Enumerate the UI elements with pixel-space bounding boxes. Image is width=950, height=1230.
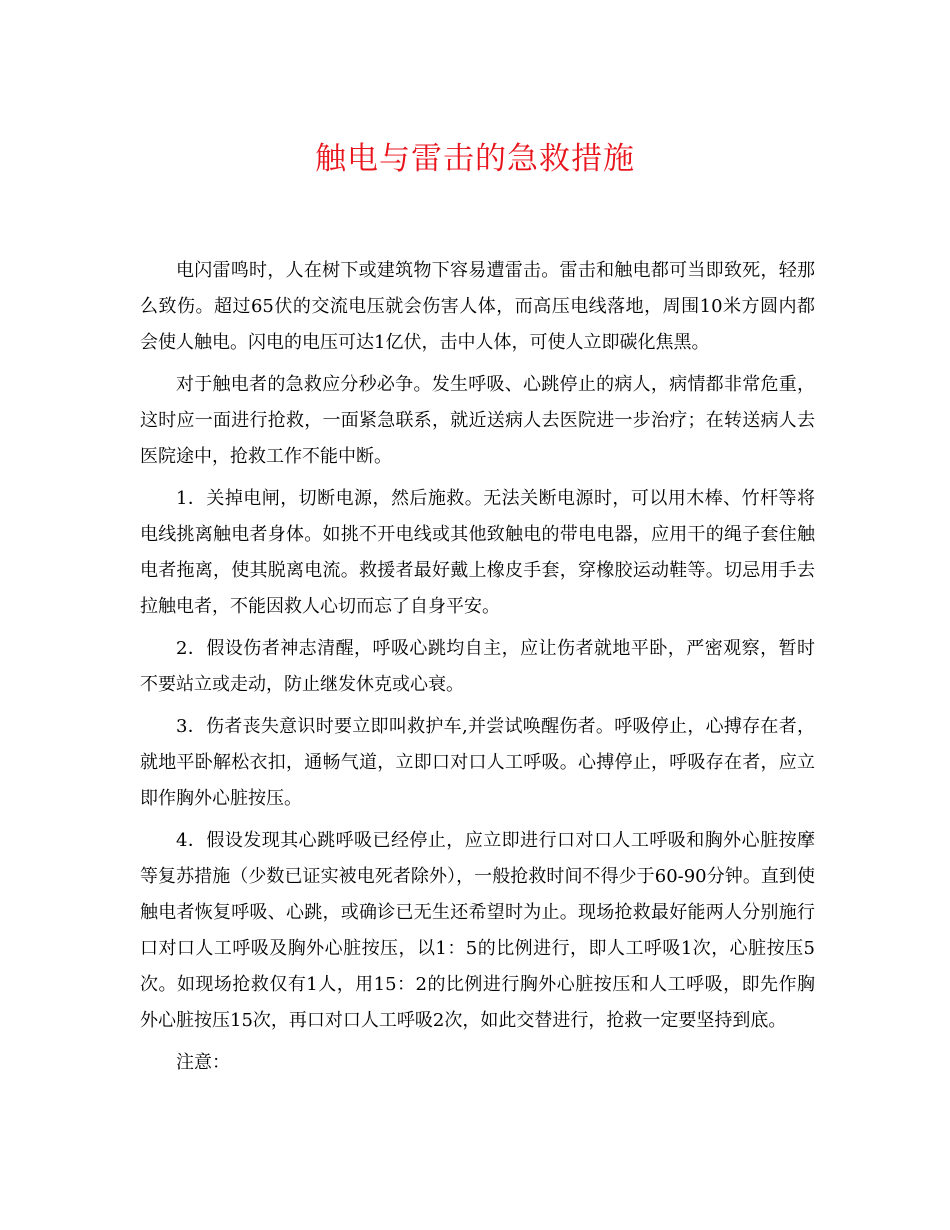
- document-body: [140, 253, 815, 1087]
- paragraph-step-3: 3．伤者丧失意识时要立即叫救护车,并尝试唤醒伤者。呼吸停止，心搏存在者，就地平卧解松衣扣，通畅气道，立即口对口人工呼吸。心搏停止，呼吸存在者，应立即作胸外心脏按压。: [140, 716, 815, 809]
- paragraph-note-heading: 注意：: [176, 1052, 230, 1073]
- paragraph-intro: 电闪雷鸣时，人在树下或建筑物下容易遭雷击。雷击和触电都可当即致死，轻那么致伤。超过65伏的交流电压就会伤害人体，而高压电线落地，周围10米方圆内都会使人触电。闪电的电压可达1亿伏，击中人体，可使人立即碳化焦黑。: [140, 260, 815, 353]
- paragraph-urgency: 对于触电者的急救应分秒必争。发生呼吸、心跳停止的病人，病情都非常危重，这时应一面进行抢救，一面紧急联系，就近送病人去医院进一步治疗；在转送病人去医院途中，抢救工作不能中断。: [140, 374, 815, 467]
- paragraph-step-1: 1．关掉电闸，切断电源，然后施救。无法关断电源时，可以用木棒、竹杆等将电线挑离触电者身体。如挑不开电线或其他致触电的带电电器，应用干的绳子套住触电者拖离，使其脱离电流。救援者最好戴上橡皮手套，穿橡胶运动鞋等。切忌用手去拉触电者，不能因救人心切而忘了自身平安。: [140, 488, 815, 617]
- document-title: 触电与雷击的急救措施: [315, 141, 635, 177]
- paragraph-step-4: 4．假设发现其心跳呼吸已经停止，应立即进行口对口人工呼吸和胸外心脏按摩等复苏措施（少数已证实被电死者除外），一般抢救时间不得少于60-90分钟。直到使触电者恢复呼吸、心跳，或确诊已无生还希望时为止。现场抢救最好能两人分别施行口对口人工呼吸及胸外心脏按压，以1：5的比例进行，即人工呼吸1次，心脏按压5次。如现场抢救仅有1人，用15：2的比例进行胸外心脏按压和人工呼吸，即先作胸外心脏按压15次，再口对口人工呼吸2次，如此交替进行，抢救一定要坚持到底。: [140, 830, 815, 1031]
- paragraph-step-2: 2．假设伤者神志清醒，呼吸心跳均自主，应让伤者就地平卧，严密观察，暂时不要站立或走动，防止继发休克或心衰。: [140, 638, 815, 695]
